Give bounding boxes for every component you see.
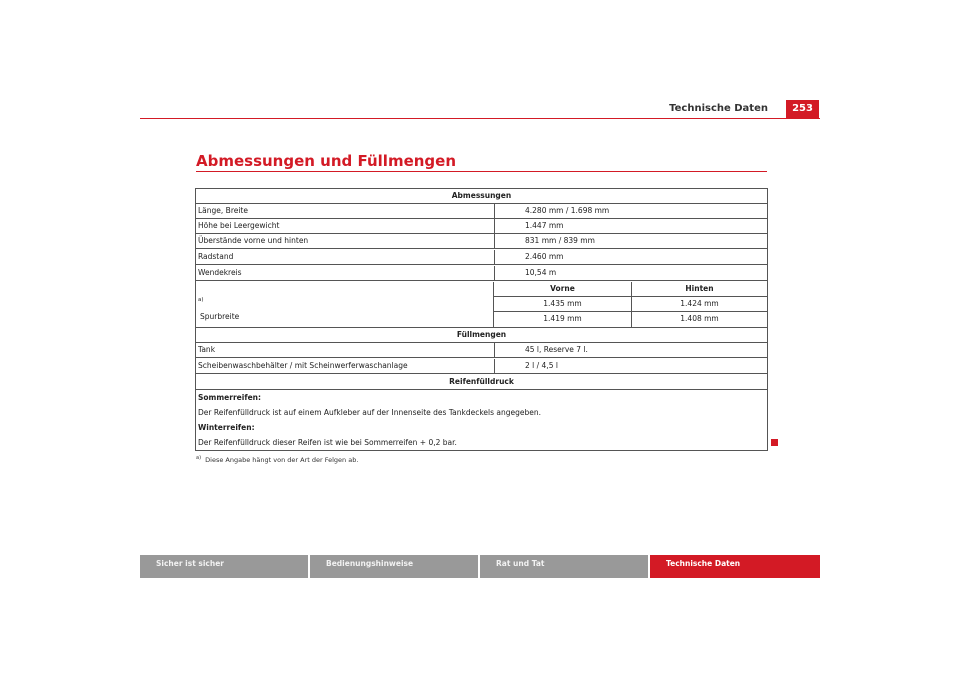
- winterreifen-text: Der Reifenfülldruck dieser Reifen ist wie bei Sommerreifen + 0,2 bar.: [198, 438, 457, 447]
- footnote: [196, 455, 358, 464]
- col-header-hinten: Hinten: [631, 282, 767, 297]
- row-value: 831 mm / 839 mm: [525, 236, 595, 245]
- footnote-mark: a): [196, 455, 202, 461]
- table-row: [196, 219, 767, 234]
- nav-tab-bedienungshinweise[interactable]: [310, 555, 478, 578]
- table-row: [196, 250, 767, 265]
- row-value: 45 l, Reserve 7 l.: [525, 345, 588, 354]
- sommerreifen-text: Der Reifenfülldruck ist auf einem Aufkleber auf der Innenseite des Tankdeckels angegeben.: [198, 408, 542, 417]
- spurbreite-hinten-1: 1.424 mm: [631, 297, 767, 312]
- nav-tab-sicher-ist-sicher[interactable]: [140, 555, 308, 578]
- page-number: 253: [786, 100, 819, 118]
- row-label: Überstände vorne und hinten: [198, 236, 309, 245]
- table-row: [196, 359, 767, 374]
- row-value: 2 l / 4,5 l: [525, 361, 558, 370]
- table-row: [196, 204, 767, 219]
- specs-table: [195, 188, 768, 451]
- nav-tab-label: Technische Daten: [666, 559, 741, 568]
- row-value: 2.460 mm: [525, 252, 564, 261]
- nav-tab-label: Rat und Tat: [496, 559, 545, 568]
- sommerreifen-label: Sommerreifen:: [198, 393, 262, 402]
- row-label: Länge, Breite: [198, 206, 248, 215]
- spurbreite-vorne-1: 1.435 mm: [494, 297, 631, 312]
- table-row: [196, 234, 767, 249]
- row-value: 4.280 mm / 1.698 mm: [525, 206, 610, 215]
- table-heading-abmessungen: Abmessungen: [196, 189, 767, 204]
- spurbreite-vorne-2: 1.419 mm: [494, 312, 631, 328]
- table-row: [196, 343, 767, 358]
- section-end-marker: [771, 439, 778, 446]
- spurbreite-label: Spurbreite: [200, 312, 240, 321]
- nav-tab-label: Sicher ist sicher: [156, 559, 224, 568]
- winterreifen-label: Winterreifen:: [198, 423, 255, 432]
- section-divider: [196, 171, 767, 172]
- nav-tab-label: Bedienungshinweise: [326, 559, 414, 568]
- nav-tab-rat-und-tat[interactable]: [480, 555, 648, 578]
- row-label: Scheibenwaschbehälter / mit Scheinwerferwaschanlage: [198, 361, 408, 370]
- spurbreite-hinten-2: 1.408 mm: [631, 312, 767, 328]
- section-title: Abmessungen und Füllmengen: [196, 152, 457, 170]
- row-value: 10,54 m: [525, 268, 557, 277]
- table-heading-reifenfuelldruck: Reifenfülldruck: [196, 375, 767, 390]
- row-label: Tank: [198, 345, 216, 354]
- col-header-vorne: Vorne: [494, 282, 631, 297]
- table-heading-fuellmengen: Füllmengen: [196, 328, 767, 343]
- spurbreite-label-cell: [196, 282, 494, 328]
- row-value: 1.447 mm: [525, 221, 564, 230]
- footnote-text: Diese Angabe hängt von der Art der Felgen ab.: [205, 456, 359, 465]
- header-divider: [140, 118, 820, 119]
- running-header-title: Technische Daten: [669, 103, 768, 114]
- table-row: [196, 266, 767, 281]
- nav-tab-technische-daten[interactable]: [650, 555, 820, 578]
- footnote-mark: a): [198, 297, 204, 303]
- row-label: Höhe bei Leergewicht: [198, 221, 280, 230]
- row-label: Wendekreis: [198, 268, 242, 277]
- row-label: Radstand: [198, 252, 234, 261]
